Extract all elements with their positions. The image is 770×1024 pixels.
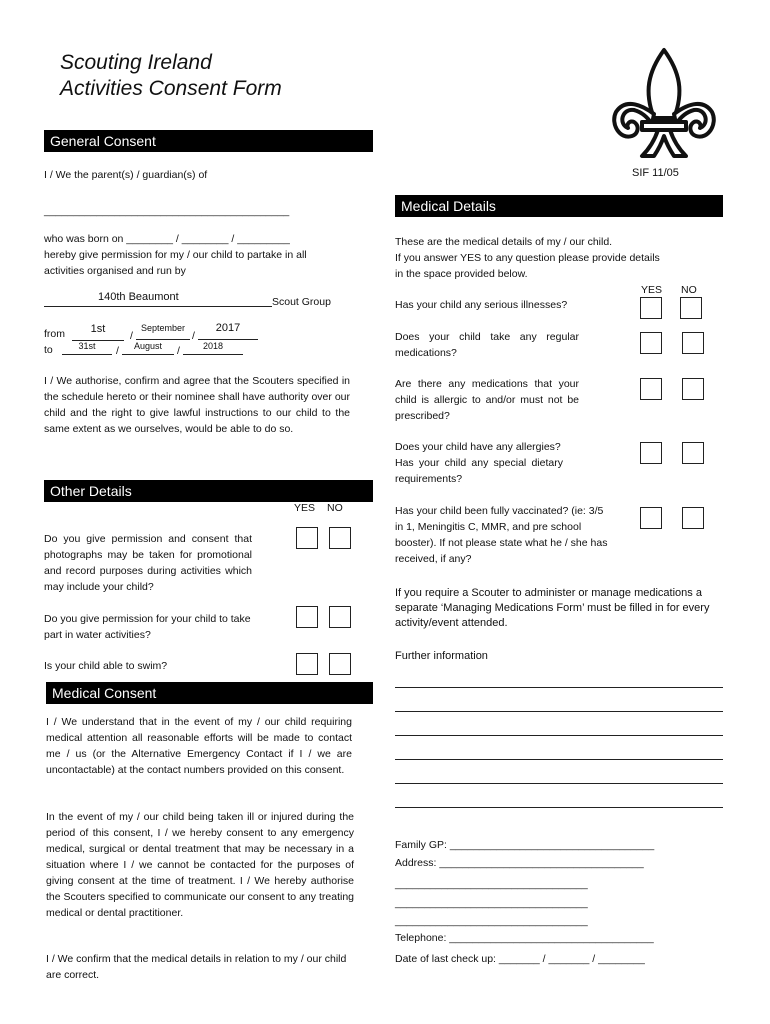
illness-yes-checkbox[interactable] bbox=[640, 297, 662, 319]
title-line-2: Activities Consent Form bbox=[60, 77, 282, 100]
further-info-line-3[interactable] bbox=[395, 735, 723, 736]
from-year-value: 2017 bbox=[215, 322, 241, 334]
from-day-field[interactable] bbox=[72, 323, 124, 341]
allergies-question: Does your child have any allergies? bbox=[395, 441, 561, 453]
activities-text: activities organised and run by bbox=[44, 265, 186, 277]
medical-details-header: Medical Details bbox=[395, 195, 723, 217]
address-line-3[interactable]: _________________________________ bbox=[395, 897, 588, 909]
illness-no-checkbox[interactable] bbox=[680, 297, 702, 319]
from-year-field[interactable] bbox=[198, 322, 258, 340]
swim-yes-checkbox[interactable] bbox=[296, 653, 318, 675]
address-line-4[interactable]: _________________________________ bbox=[395, 915, 588, 927]
medical-intro-1: These are the medical details of my / our child. bbox=[395, 236, 613, 248]
swim-question: Is your child able to swim? bbox=[44, 660, 168, 672]
address-line-2[interactable]: _________________________________ bbox=[395, 878, 588, 890]
to-month-value: August bbox=[133, 341, 163, 351]
regular-medication-question: Does your child take any regular medications? bbox=[395, 331, 579, 359]
other-no-label: NO bbox=[327, 502, 343, 514]
last-checkup-field[interactable]: Date of last check up: _______ / _______ / ________ bbox=[395, 953, 645, 965]
medication-yes-checkbox[interactable] bbox=[640, 332, 662, 354]
photo-permission-question: Do you give permission and consent that photographs may be taken for promotional and record purposes during activities which may include your child? bbox=[44, 533, 252, 593]
further-info-line-6[interactable] bbox=[395, 807, 723, 808]
form-code: SIF 11/05 bbox=[632, 167, 679, 179]
parents-label: I / We the parent(s) / guardian(s) of bbox=[44, 169, 208, 181]
further-info-line-5[interactable] bbox=[395, 783, 723, 784]
authorise-text: I / We authorise, confirm and agree that the Scouters specified in the schedule hereto or their nominee shall have authority over our child and the right to give lawful instructions to our child to the same extent as we ourselves, would be able to do so. bbox=[44, 375, 350, 435]
to-month-field[interactable] bbox=[122, 340, 174, 355]
scout-group-field[interactable] bbox=[44, 291, 272, 307]
illness-question: Has your child any serious illnesses? bbox=[395, 299, 568, 311]
slash: / bbox=[130, 330, 133, 342]
vaccination-question: Has your child been fully vaccinated? (ie: 3/5 in 1, Meningitis C, MMR, and pre school booster). If not please state what he / she has received, if any? bbox=[395, 505, 608, 565]
medical-consent-p2: In the event of my / our child being taken ill or injured during the period of this consent, I / we hereby consent to any emergency medical, surgical or dental treatment that may be necessary in a situation where I / we cannot be contacted for the purposes of giving consent at the time of treatment. I / We hereby authorise the Scouters specified to communicate our consent to any treating medical or dental practitioner. bbox=[46, 811, 354, 919]
further-info-label: Further information bbox=[395, 650, 488, 662]
medical-consent-p3: I / We confirm that the medical details in relation to my / our child are correct. bbox=[46, 953, 347, 981]
to-label: to bbox=[44, 344, 53, 356]
vaccinated-no-checkbox[interactable] bbox=[682, 507, 704, 529]
scout-group-name: 140th Beaumont bbox=[98, 291, 179, 303]
to-day-value: 31st bbox=[78, 341, 96, 351]
further-info-line-2[interactable] bbox=[395, 711, 723, 712]
dietary-question: Has your child any special dietary requirements? bbox=[395, 457, 563, 485]
telephone-field[interactable]: Telephone: ___________________________________ bbox=[395, 932, 654, 944]
slash: / bbox=[192, 330, 195, 342]
form-title bbox=[60, 50, 282, 102]
medical-consent-p1: I / We understand that in the event of my / our child requiring medical attention all reasonable efforts will be made to contact me / us (or the Alternative Emergency Contact if I / we are uncontactable) at the contact numbers provided on this consent. bbox=[46, 716, 352, 776]
other-details-header: Other Details bbox=[44, 480, 373, 502]
photo-no-checkbox[interactable] bbox=[329, 527, 351, 549]
scouting-ireland-logo bbox=[608, 46, 720, 162]
medical-intro-2: If you answer YES to any question please provide details bbox=[395, 252, 660, 264]
from-day-value: 1st bbox=[90, 323, 106, 335]
to-year-field[interactable] bbox=[183, 340, 243, 355]
from-label: from bbox=[44, 328, 65, 340]
title-line-1: Scouting Ireland bbox=[60, 51, 212, 74]
water-no-checkbox[interactable] bbox=[329, 606, 351, 628]
allergic-med-no-checkbox[interactable] bbox=[682, 378, 704, 400]
child-name-field[interactable]: __________________________________________ bbox=[44, 205, 290, 217]
medical-no-label: NO bbox=[681, 284, 697, 296]
permission-text: hereby give permission for my / our child to partake in all bbox=[44, 249, 307, 261]
allergic-med-yes-checkbox[interactable] bbox=[640, 378, 662, 400]
water-activities-question: Do you give permission for your child to take part in water activities? bbox=[44, 613, 251, 641]
managing-medications-note: If you require a Scouter to administer or manage medications a separate ‘Managing Medications Form’ must be filled in for every activity/event attended. bbox=[395, 587, 710, 629]
allergies-no-checkbox[interactable] bbox=[682, 442, 704, 464]
medical-yes-label: YES bbox=[641, 284, 663, 296]
allergic-medication-question: Are there any medications that your child is allergic to and/or must not be prescribed? bbox=[395, 378, 579, 422]
to-year-value: 2018 bbox=[202, 341, 224, 351]
medical-intro-3: in the space provided below. bbox=[395, 268, 528, 280]
medication-no-checkbox[interactable] bbox=[682, 332, 704, 354]
from-month-value: September bbox=[140, 323, 186, 333]
swim-no-checkbox[interactable] bbox=[329, 653, 351, 675]
slash: / bbox=[116, 345, 119, 357]
vaccinated-yes-checkbox[interactable] bbox=[640, 507, 662, 529]
other-yes-label: YES bbox=[294, 502, 316, 514]
further-info-line-4[interactable] bbox=[395, 759, 723, 760]
water-yes-checkbox[interactable] bbox=[296, 606, 318, 628]
medical-consent-header: Medical Consent bbox=[46, 682, 373, 704]
family-gp-field[interactable]: Family GP: ___________________________________ bbox=[395, 839, 655, 851]
scout-group-suffix: Scout Group bbox=[272, 296, 331, 308]
slash: / bbox=[177, 345, 180, 357]
to-day-field[interactable] bbox=[62, 340, 112, 355]
general-consent-header: General Consent bbox=[44, 130, 373, 152]
photo-yes-checkbox[interactable] bbox=[296, 527, 318, 549]
dob-field[interactable]: who was born on ________ / ________ / _________ bbox=[44, 233, 290, 245]
from-month-field[interactable] bbox=[136, 322, 190, 340]
further-info-line-1[interactable] bbox=[395, 687, 723, 688]
allergies-yes-checkbox[interactable] bbox=[640, 442, 662, 464]
address-field[interactable]: Address: ___________________________________ bbox=[395, 857, 644, 869]
